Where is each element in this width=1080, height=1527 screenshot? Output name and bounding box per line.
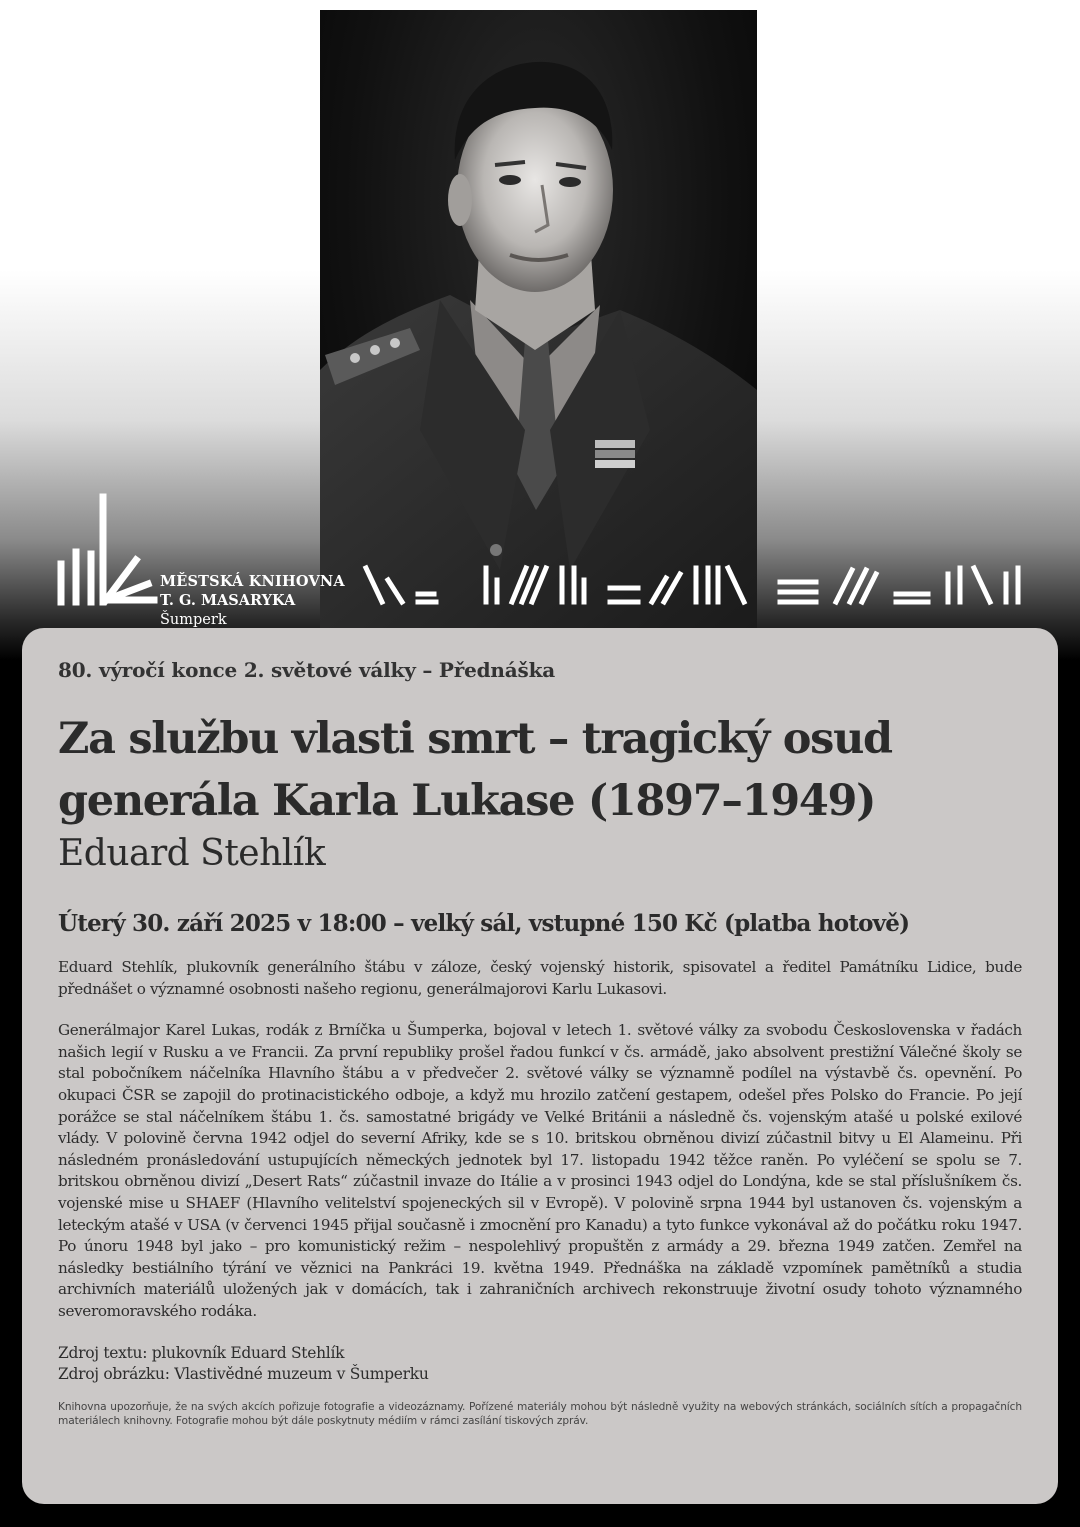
info-card xyxy=(22,628,1058,1504)
event-details: Úterý 30. září 2025 v 18:00 – velký sál, vstupné 150 Kč (platba hotově) xyxy=(58,910,910,937)
photo-notice: Knihovna upozorňuje, že na svých akcích pořizuje fotografie a videozáznamy. Pořízené materiály mohou být následně využity na webových stránkách, sociálních sítích a propagačních materiálech knihovny. Fotografie mohou být dále poskytnuty médiím v rámci zasílání tiskových zpráv. xyxy=(58,1400,1022,1427)
decorative-stroke-pattern xyxy=(362,560,1024,610)
library-name-line2 xyxy=(160,591,366,630)
library-name-bold: T. G. MASARYKA xyxy=(160,592,296,609)
lecture-title xyxy=(58,708,1022,832)
library-city: Šumperk xyxy=(160,612,227,628)
intro-paragraph: Eduard Stehlík, plukovník generálního štábu v záloze, český vojenský historik, spisovatel a ředitel Památníku Lidice, bude přednášet o významné osobnosti našeho regionu, generálmajorovi Karlu Lukasovi. xyxy=(58,958,1022,998)
library-logo-mark xyxy=(56,492,166,608)
text-source: Zdroj textu: plukovník Eduard Stehlík xyxy=(58,1343,345,1362)
library-name-line1: MĚSTSKÁ KNIHOVNA xyxy=(160,573,345,590)
library-logo[interactable] xyxy=(56,492,366,628)
sources xyxy=(58,1343,1022,1386)
portrait-photo xyxy=(320,10,757,650)
library-name xyxy=(160,572,366,630)
lecturer-name: Eduard Stehlík xyxy=(58,833,326,874)
lecture-title-line2: generála Karla Lukase (1897–1949) xyxy=(58,776,876,826)
image-source: Zdroj obrázku: Vlastivědné muzeum v Šumperku xyxy=(58,1365,429,1383)
biography-paragraph: Generálmajor Karel Lukas, rodák z Brníčka u Šumperka, bojoval v letech 1. světové války za svobodu Československa v řadách našich legií v Rusku a ve Francii. Za první republiky prošel řadou funkcí v čs. armádě, jako absolvent prestižní Válečné školy se stal pobočníkem náčelníka Hlavního štábu a v předvečer 2. světové války se významně podílel na výstavbě čs. opevnění. Po okupaci ČSR se zapojil do protinacistického odboje, a když mu hrozilo zatčení gestapem, odešel přes Polsko do Francie. Po její porážce se stal náčelníkem štábu 1. čs. samostatné brigády ve Velké Británii a následně čs. vojenským atašé u polské exilové vlády. V polovině června 1942 odjel do severní Afriky, kde se s 10. britskou obrněnou divizí zúčastnil bitvy u El Alameinu. Při následném pronásledování ustupujících německých jednotek byl 17. listopadu 1942 těžce raněn. Po vyléčení se spolu se 7. britskou obrněnou divizí „Desert Rats“ zúčastnil invaze do Itálie a v prosinci 1943 odjel do Londýna, kde se stal příslušníkem čs. vojenské mise u SHAEF (Hlavního velitelství spojeneckých sil v Evropě). V polovině srpna 1944 byl ustanoven čs. vojenským a leteckým atašé v USA (v červenci 1945 přijal současně i zmocnění pro Kanadu) a tyto funkce vykonával až do počátku roku 1947. Po únoru 1948 byl jako – pro komunistický režim – nespolehlivý propuštěn z armády a 29. března 1949 zatčen. Zemřel na následky bestiálního týrání ve věznici na Pankráci 19. května 1949. Přednáška na základě vzpomínek pamětníků a studia archivních materiálů uložených jak v domácích, tak i zahraničních archivech rekonstruuje životní osudy tohoto významného severomoravského rodáka. xyxy=(58,1021,1022,1320)
event-kicker: 80. výročí konce 2. světové války – Přednáška xyxy=(58,658,555,682)
lecture-title-line1: Za službu vlasti smrt – tragický osud xyxy=(58,714,892,764)
